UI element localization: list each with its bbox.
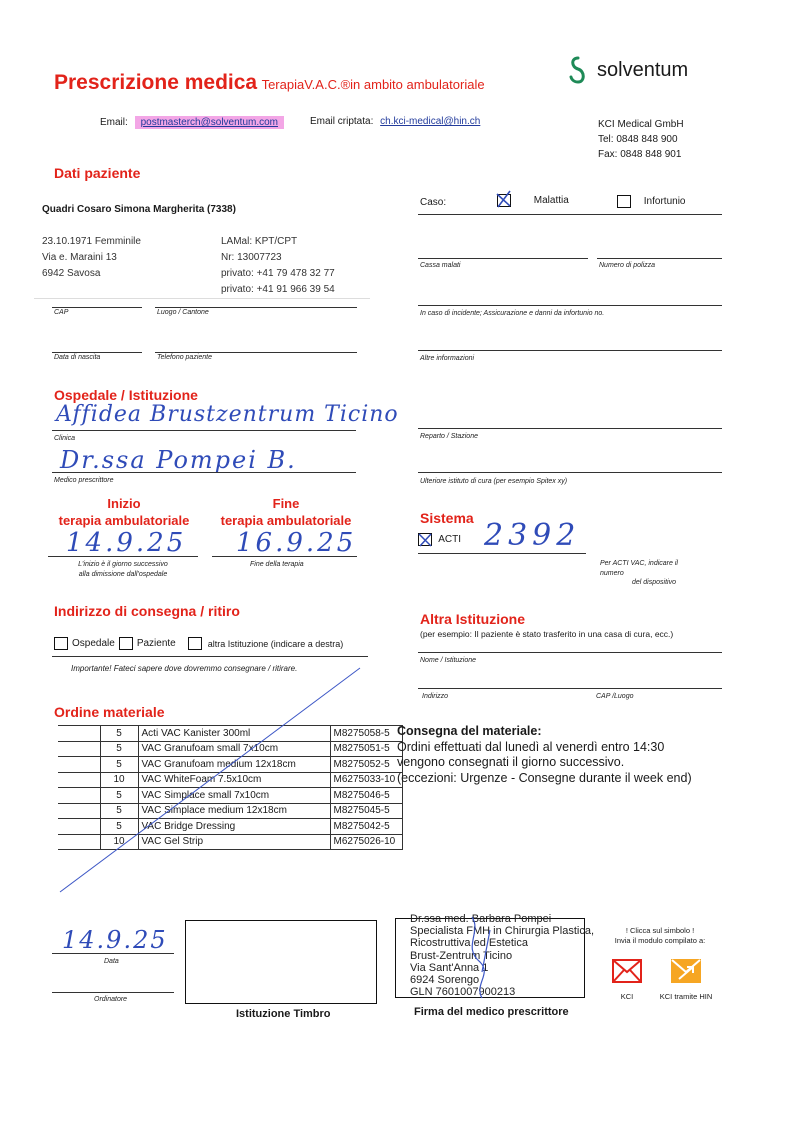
therapy-start-handwritten: 14.9.25 xyxy=(66,528,187,558)
polizza-label: Numero di polizza xyxy=(599,262,656,269)
timbro-box[interactable] xyxy=(185,920,377,1004)
other-inst-desc: (per esempio: Il paziente è stato trasferito in una casa di cura, ecc.) xyxy=(420,629,674,639)
item-description: VAC Simplace medium 12x18cm xyxy=(138,803,330,819)
altra-istituzione-label: altra Istituzione (indicare a destra) xyxy=(207,638,344,649)
patient-dob: 23.10.1971 Femminile xyxy=(42,236,141,247)
company-name: KCI Medical GmbH xyxy=(598,119,684,130)
cap-line xyxy=(52,307,142,308)
case-line xyxy=(418,214,722,215)
therapy-end-title-2: terapia ambulatoriale xyxy=(220,513,352,528)
malattia-checkbox[interactable] xyxy=(497,194,511,207)
therapy-end-note: Fine della terapia xyxy=(250,561,304,568)
solventum-logo xyxy=(565,54,688,86)
system-acti-option[interactable] xyxy=(418,533,461,546)
hospital-section-title: Ospedale / Istituzione xyxy=(54,387,198,403)
footer-date-label: Data xyxy=(104,958,119,965)
patient-insurance-nr: Nr: 13007723 xyxy=(221,252,282,263)
title-main: Prescrizione medica xyxy=(54,71,258,94)
dob-label: Data di nascita xyxy=(54,354,101,361)
email-crypt-row xyxy=(310,116,480,127)
reparto-line xyxy=(418,428,722,429)
other-inst-title: Altra Istituzione xyxy=(420,611,526,627)
phone-line xyxy=(155,352,357,353)
other-inst-cap-label: CAP /Luogo xyxy=(596,693,634,700)
kci-label: KCI xyxy=(620,992,634,1001)
acti-checkbox[interactable] xyxy=(418,533,432,546)
consegna-line3: (eccezioni: Urgenze - Consegne durante il week end) xyxy=(397,770,692,785)
delivery-title: Indirizzo di consegna / ritiro xyxy=(54,603,240,619)
incidente-label: In caso di incidente; Assicurazione e danni da infortunio no. xyxy=(420,310,605,317)
patient-address-block xyxy=(42,234,141,282)
item-code: M8275046-5 xyxy=(330,788,402,804)
label-shadow xyxy=(34,298,370,302)
altre-line xyxy=(418,350,722,351)
signature-scribble xyxy=(452,912,512,1002)
brand-name: solventum xyxy=(597,58,689,81)
timbro-label: Istituzione Timbro xyxy=(236,1008,331,1020)
form-title xyxy=(54,71,485,95)
mail-arrow-icon xyxy=(671,959,701,983)
patient-phone2: privato: +41 91 966 39 54 xyxy=(221,284,335,295)
stamp-line-3: Ricostruttiva ed Estetica xyxy=(410,937,528,950)
case-option-malattia[interactable] xyxy=(497,194,569,207)
incidente-line xyxy=(418,305,722,306)
device-number-handwritten: 2392 xyxy=(484,518,581,553)
patient-phone1: privato: +41 79 478 32 77 xyxy=(221,268,335,279)
order-title: Ordine materiale xyxy=(54,704,165,720)
patient-insurance: LAMal: KPT/CPT xyxy=(221,236,298,247)
stamp-line-7: GLN 7601007900213 xyxy=(410,986,516,999)
therapy-start-note-2: alla dimissione dall'ospedale xyxy=(78,571,168,578)
item-quantity: 5 xyxy=(100,788,138,804)
click-line-1: ! Clicca sul simbolo ! xyxy=(625,926,695,935)
item-quantity: 5 xyxy=(100,757,138,773)
ordinatore-line xyxy=(52,992,174,993)
send-instructions xyxy=(610,926,710,946)
item-description: VAC Granufoam small 7x10cm xyxy=(138,741,330,757)
doctor-line xyxy=(52,472,356,473)
email-row xyxy=(100,117,284,128)
reparto-label: Reparto / Stazione xyxy=(420,433,478,440)
item-quantity: 5 xyxy=(100,819,138,835)
other-inst-name-label: Nome / Istituzione xyxy=(420,657,477,664)
item-description: Acti VAC Kanister 300ml xyxy=(138,726,330,742)
infortunio-checkbox[interactable] xyxy=(617,195,631,208)
luogo-label: Luogo / Cantone xyxy=(157,309,209,316)
altra-istituzione-checkbox[interactable] xyxy=(188,637,202,650)
consegna-title: Consegna del materiale: xyxy=(397,724,542,738)
therapy-start-title-2: terapia ambulatoriale xyxy=(58,513,190,528)
therapy-start-title xyxy=(54,495,194,529)
cap-label: CAP xyxy=(54,309,69,316)
stamp-line-5: Via Sant'Anna 1 xyxy=(410,961,489,974)
item-quantity: 10 xyxy=(100,772,138,788)
therapy-end-line xyxy=(212,556,357,557)
mail-icon xyxy=(612,959,642,983)
delivery-line xyxy=(52,656,368,657)
therapy-start-note xyxy=(60,560,186,580)
consegna-line2: vengono consegnati il giorno successivo. xyxy=(397,755,625,769)
therapy-end-handwritten: 16.9.25 xyxy=(236,528,357,558)
therapy-start-title-1: Inizio xyxy=(107,496,141,511)
system-title: Sistema xyxy=(420,510,474,526)
item-code: M8275058-5 xyxy=(330,726,402,742)
email-value[interactable]: postmasterch@solventum.com xyxy=(135,116,284,129)
luogo-line xyxy=(155,307,357,308)
footer-date-line xyxy=(52,953,174,954)
other-inst-name-line xyxy=(418,652,722,653)
system-note-2: numero xyxy=(600,569,624,577)
send-kci-button[interactable] xyxy=(612,959,642,1001)
patient-section-title: Dati paziente xyxy=(54,165,141,181)
send-hin-button[interactable] xyxy=(655,959,717,1001)
item-quantity: 5 xyxy=(100,741,138,757)
cassa-line xyxy=(418,258,588,259)
delivery-options xyxy=(54,637,343,650)
item-code: M8275042-5 xyxy=(330,819,402,835)
email-crypt-value[interactable]: ch.kci-medical@hin.ch xyxy=(380,116,481,127)
paziente-label: Paziente xyxy=(136,638,176,649)
patient-name: Quadri Cosaro Simona Margherita (7338) xyxy=(42,204,236,215)
item-description: VAC Gel Strip xyxy=(138,834,330,850)
dob-line xyxy=(52,352,142,353)
stamp-line-1: Dr.ssa med. Barbara Pompei xyxy=(410,913,552,925)
stamp-line-6: 6924 Sorengo xyxy=(410,974,480,987)
company-block xyxy=(598,117,684,162)
system-note xyxy=(600,559,678,588)
ulteriore-line xyxy=(418,472,722,473)
patient-city: 6942 Savosa xyxy=(42,268,101,279)
paziente-checkbox[interactable] xyxy=(119,637,133,650)
stamp-line-4: Brust-Zentrum Ticino xyxy=(410,949,513,962)
solventum-s-icon xyxy=(565,54,591,86)
item-quantity: 5 xyxy=(100,803,138,819)
item-quantity: 10 xyxy=(100,834,138,850)
item-code: M8275045-5 xyxy=(330,803,402,819)
clinic-handwritten: Affidea Brustzentrum Ticino xyxy=(56,402,399,427)
item-description: VAC Bridge Dressing xyxy=(138,819,330,835)
other-inst-addr-line xyxy=(418,688,722,689)
ospedale-label: Ospedale xyxy=(72,638,115,649)
item-code: M8275051-5 xyxy=(330,741,402,757)
infortunio-label: Infortunio xyxy=(643,196,686,208)
checkmark-x-icon xyxy=(417,532,433,548)
case-label: Caso: xyxy=(420,197,447,208)
hin-label: KCI tramite HIN xyxy=(659,992,713,1001)
checkmark-x-icon xyxy=(493,189,515,211)
delivery-important: Importante! Fateci sapere dove dovremmo consegnare / ritirare. xyxy=(71,664,298,673)
ulteriore-label: Ulteriore istituto di cura (per esempio Spitex xy) xyxy=(420,478,568,485)
click-line-2: Invia il modulo compilato a: xyxy=(614,936,706,945)
footer-date-handwritten: 14.9.25 xyxy=(62,926,168,954)
email-crypt-label: Email criptata: xyxy=(310,116,374,127)
therapy-end-title xyxy=(216,495,356,529)
item-code: M8275052-5 xyxy=(330,757,402,773)
stamp-line-2: Specialista FMH in Chirurgia Plastica, xyxy=(410,925,595,938)
item-code: M6275033-10 xyxy=(330,772,402,788)
firma-label: Firma del medico prescrittore xyxy=(414,1006,569,1018)
system-note-1: Per ACTI VAC, indicare il xyxy=(600,560,678,567)
case-option-infortunio[interactable] xyxy=(617,195,685,208)
email-label: Email: xyxy=(100,117,128,128)
item-description: VAC Granufoam medium 12x18cm xyxy=(138,757,330,773)
patient-street: Via e. Maraini 13 xyxy=(42,252,117,263)
therapy-start-note-1: L'inizio è il giorno successivo xyxy=(78,561,168,568)
item-code: M6275026-10 xyxy=(330,834,402,850)
phone-label: Telefono paziente xyxy=(157,354,213,361)
ospedale-checkbox[interactable] xyxy=(54,637,68,650)
other-inst-addr-label: Indirizzo xyxy=(422,693,449,700)
clinic-label: Clinica xyxy=(54,435,76,442)
diagonal-strike-line xyxy=(50,660,370,900)
item-quantity: 5 xyxy=(100,726,138,742)
consegna-block xyxy=(397,724,692,786)
consegna-line1: Ordini effettuati dal lunedì al venerdì entro 14:30 xyxy=(397,739,665,754)
clinic-line xyxy=(52,430,356,431)
therapy-end-title-1: Fine xyxy=(272,496,300,511)
ordinatore-label: Ordinatore xyxy=(94,996,128,1003)
patient-insurance-block xyxy=(221,234,335,298)
company-fax: Fax: 0848 848 901 xyxy=(598,149,682,160)
acti-label: ACTI xyxy=(438,534,462,546)
doctor-label: Medico prescrittore xyxy=(54,477,114,484)
item-description: VAC WhiteFoam 7.5x10cm xyxy=(138,772,330,788)
company-tel: Tel: 0848 848 900 xyxy=(598,134,678,145)
polizza-line xyxy=(597,258,722,259)
malattia-label: Malattia xyxy=(533,195,569,207)
doctor-handwritten: Dr.ssa Pompei B. xyxy=(60,446,297,474)
altre-label: Altre informazioni xyxy=(420,355,475,362)
item-description: VAC Simplace small 7x10cm xyxy=(138,788,330,804)
cassa-label: Cassa malati xyxy=(420,262,461,269)
therapy-start-line xyxy=(48,556,198,557)
system-note-3: del dispositivo xyxy=(632,579,676,586)
device-line xyxy=(418,553,586,554)
title-sub: TerapiaV.A.C.®in ambito ambulatoriale xyxy=(261,77,485,92)
